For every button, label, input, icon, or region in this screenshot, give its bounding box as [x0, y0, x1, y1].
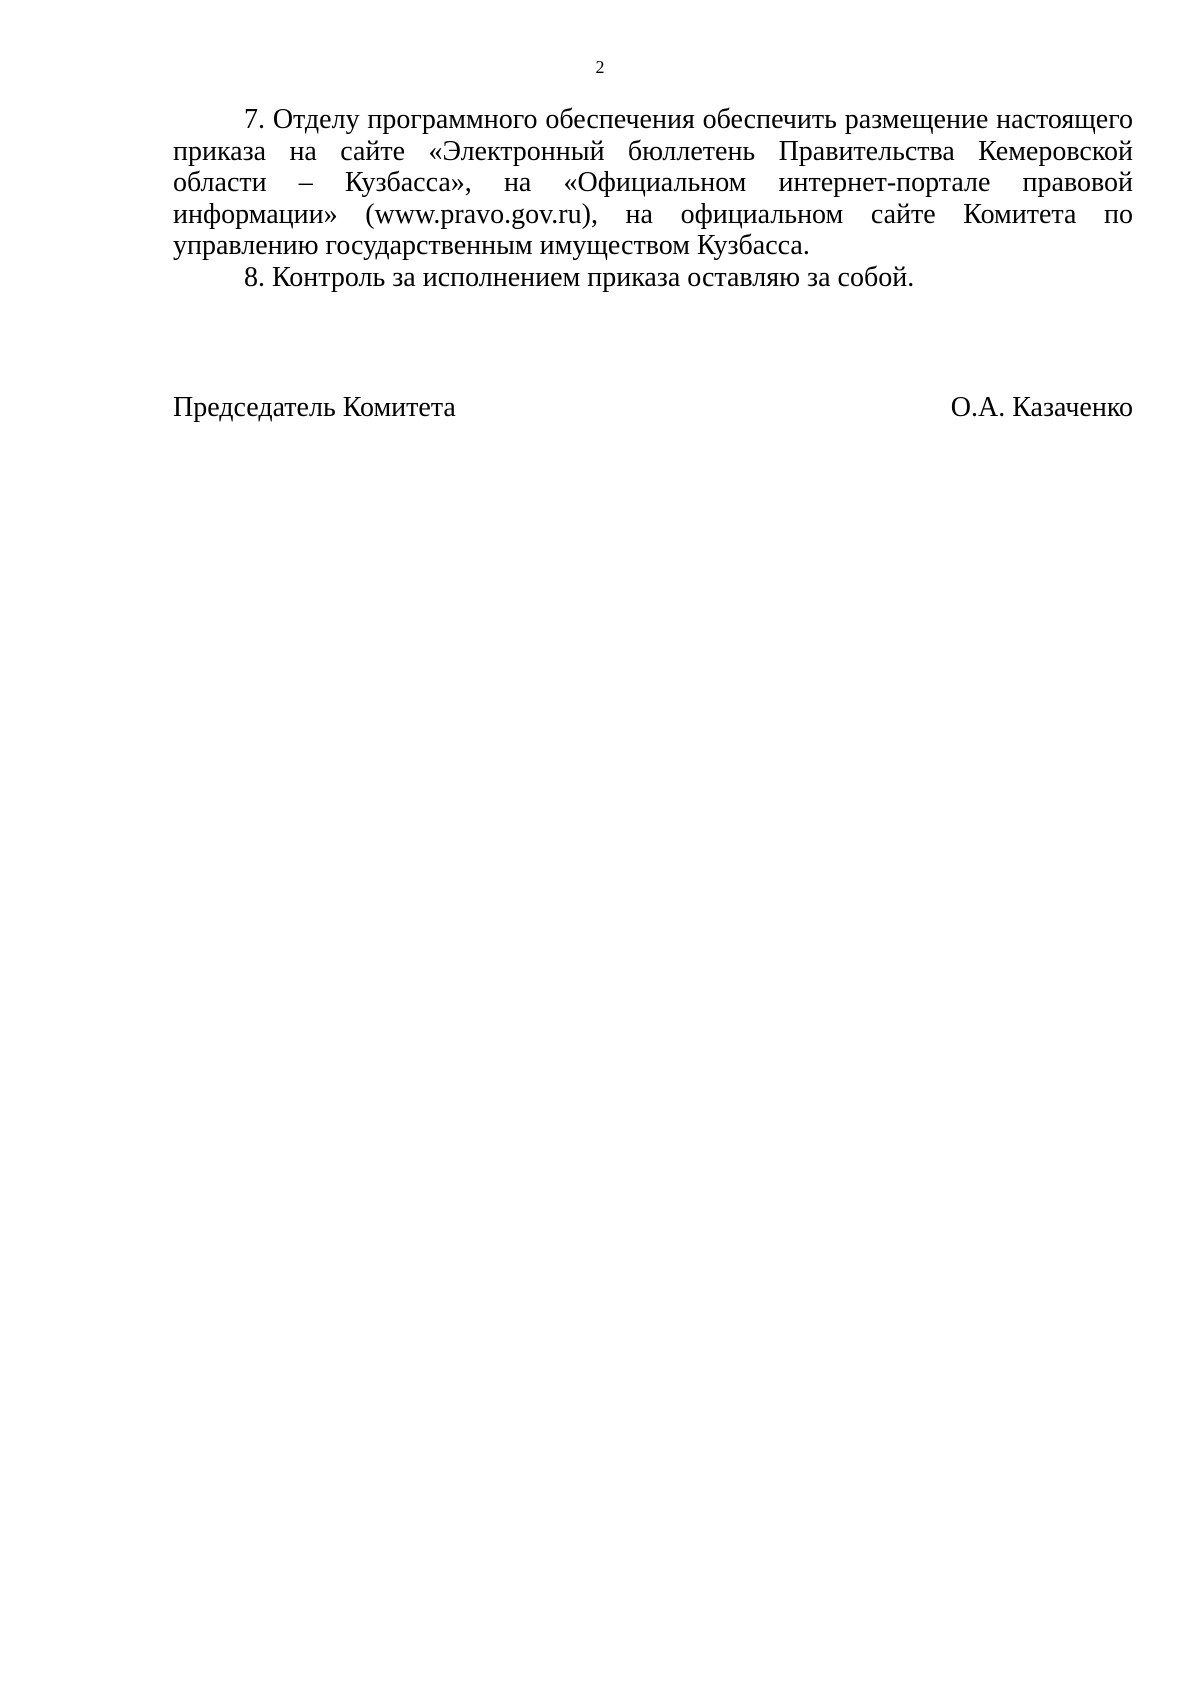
document-body [173, 104, 1133, 293]
signature-block [173, 392, 1133, 428]
page-number: 2 [595, 57, 605, 77]
paragraph-8: 8. Контроль за исполнением приказа оставляю за собой. [244, 261, 915, 293]
paragraph-7: 7. Отделу программного обеспечения обеспечить размещение настоящего приказа на сайте «Электронный бюллетень Правительства Кемеровской области – Кузбасса», на «Официальном интернет-портале правовой информации» (www.pravo.gov.ru), на официальном сайте Комитета по управлению государственным имуществом Кузбасса. [173, 104, 1133, 261]
signatory-position: Председатель Комитета [173, 392, 456, 423]
signatory-name: О.А. Казаченко [950, 392, 1133, 423]
